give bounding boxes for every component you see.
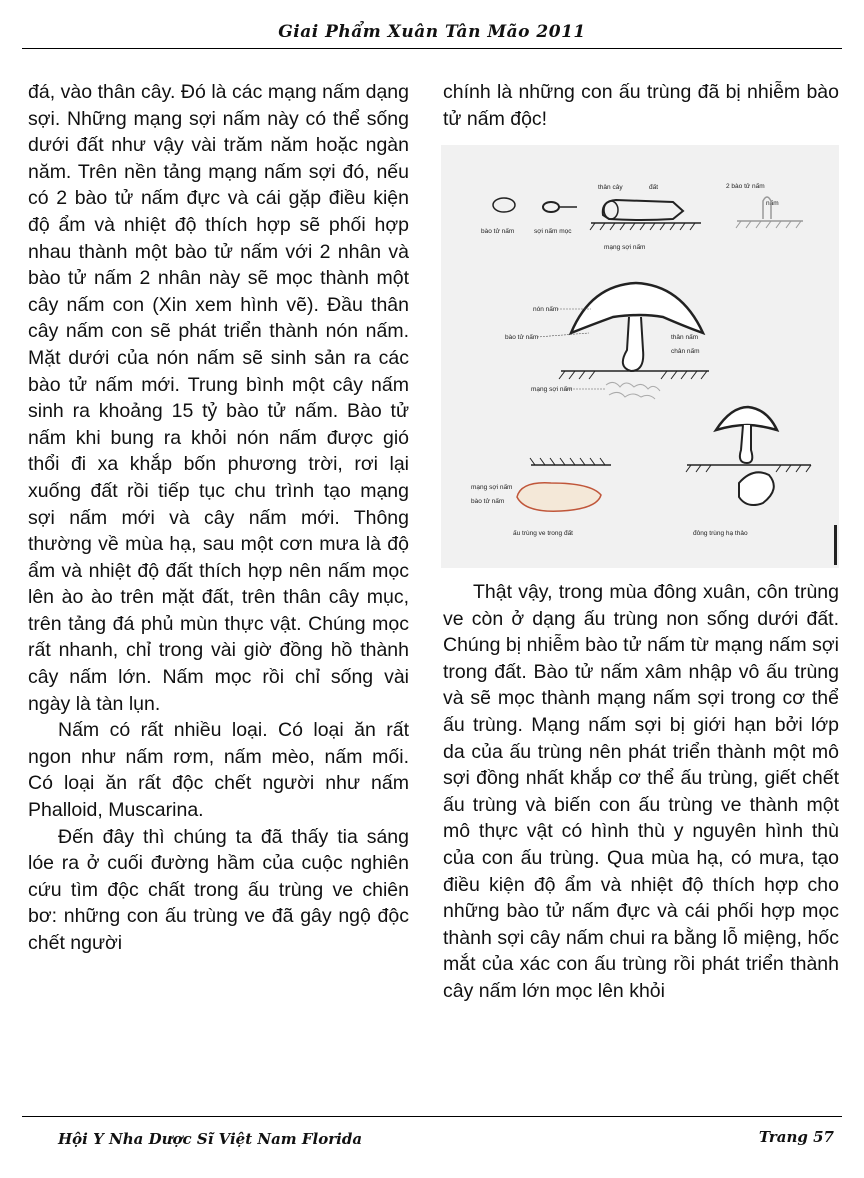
mushroom-stem xyxy=(623,317,643,371)
header-rule xyxy=(22,48,842,49)
larva-drawing xyxy=(517,483,601,511)
paragraph: đá, vào thân cây. Đó là các mạng nấm dạng sợi. Những mạng sợi nấm này có thể sống dưới đất như vậy vài trăm năm hoặc ngàn năm. Trên nền tảng mạng nấm sợi đó, nếu có 2 bào tử nấm đực và cái gặp điều kiện độ ẩm và nhiệt độ thích hợp sẽ phối hợp nhau thành một bào tử nấm với 2 nhân và bào tử nấm 2 nhân này sẽ mọc thành một cây nấm con (Xin xem hình vẽ). Đầu thân cây nấm con sẽ phát triển thành nón nấm. Mặt dưới của nón nấm sẽ sinh sản ra các bào tử nấm mới. Trung bình một cây nấm sinh ra khoảng 15 tỷ bào tử nấm. Bào tử nấm khi bung ra khỏi nón nấm được gió thổi đi xa khắp bốn phương trời, rơi lại xuống đất rồi tiếp tục chu trình tạo mạng sợi nấm mới và cây nấm mới. Thông thường về mùa hạ, sau một cơn mưa là độ ẩm và nhiệt độ đất thích hợp nên nấm mọc lên ào ào trên mặt đất, trên thân cây mục, trên tảng đá phủ mùn thực vật. Chúng mọc rất nhanh, chỉ trong vài giờ đồng hồ thành cây nấm lớn. Nấm mọc rồi chỉ sống vài ngày là tàn lụn. xyxy=(28,81,409,715)
figure-edge-bar xyxy=(834,525,837,565)
ground-hatch xyxy=(590,223,695,230)
label-germinating-spore: sợi nấm mọc xyxy=(534,228,572,235)
label-two-spores: 2 bào tử nấm xyxy=(726,183,765,190)
label-mycelium-mid: mạng sợi nấm xyxy=(531,386,573,393)
cordyceps-larva xyxy=(739,472,774,505)
label-base: chân nấm xyxy=(671,348,700,355)
label-larva-spores: bào tử nấm xyxy=(471,498,505,505)
label-cordyceps-caption: đông trùng hạ thảo xyxy=(693,530,748,537)
footer-rule xyxy=(22,1116,842,1117)
mushroom-lifecycle-figure xyxy=(441,145,839,568)
label-sprout: nấm xyxy=(766,200,779,207)
ground-hatch-larva xyxy=(530,458,605,465)
left-column xyxy=(28,79,409,957)
leader-cap-spores xyxy=(537,333,589,337)
ground-hatch-cordyceps xyxy=(686,465,811,472)
label-mycelium-top: mạng sợi nấm xyxy=(604,244,646,251)
label-spore: bào tử nấm xyxy=(481,228,515,235)
spore-drawing xyxy=(493,198,515,212)
mycelium-mid-drawing xyxy=(606,382,660,399)
label-tree-trunk: thân cây xyxy=(598,184,623,191)
trunk-end xyxy=(604,201,618,219)
paragraph: Thật vậy, trong mùa đông xuân, côn trùng ve còn ở dạng ấu trùng non sống dưới đất. Chúng bị nhiễm bào tử nấm từ mạng nấm sợi trong đất. Bào tử nấm xâm nhập vô ấu trùng và sẽ mọc thành mạng nấm sợi trong cơ thể ấu trùng. Mạng nấm sợi bị giới hạn bởi lớp da của ấu trùng nên phát triển thành một mô sợi đồng nhất khắp cơ thể ấu trùng, giết chết ấu trùng và biến con ấu trùng ve thành một mô thực vật có hình thù y nguyên hình thù của con ấu trùng. Qua mùa hạ, có mưa, tạo điều kiện độ ẩm và nhiệt độ thích hợp cho những bào tử nấm đực và cái phối hợp mọc thành sợi cây nấm chui ra bằng lỗ miệng, hốc mắt của xác con ấu trùng rồi phát triển thành cây nấm lớn mọc lên khỏi xyxy=(443,581,839,1002)
paragraph: Đến đây thì chúng ta đã thấy tia sáng lóe ra ở cuối đường hầm của cuộc nghiên cứu tìm độc chất trong ấu trùng ve chiên bơ: những con ấu trùng ve đã gây ngộ độc chết người xyxy=(28,825,409,954)
germinating-spore-drawing xyxy=(543,202,559,212)
label-cap: nón nấm xyxy=(533,306,559,313)
paragraph: chính là những con ấu trùng đã bị nhiễm bào tử nấm độc! xyxy=(443,81,839,130)
label-cap-spores: bào tử nấm xyxy=(505,334,539,341)
ground-hatch-mid xyxy=(559,371,707,379)
page-header-title: Giai Phẩm Xuân Tân Mão 2011 xyxy=(278,22,586,42)
page-number: Trang 57 xyxy=(758,1128,834,1146)
right-column-bottom xyxy=(443,579,839,1005)
label-larva-caption: ấu trùng ve trong đất xyxy=(513,530,573,537)
right-column-top xyxy=(443,79,839,132)
label-stem: thân nấm xyxy=(671,334,699,341)
footer-organization: Hội Y Nha Dược Sĩ Việt Nam Florida xyxy=(58,1130,363,1148)
ground-hatch-right xyxy=(736,221,801,228)
label-soil: đất xyxy=(649,184,659,191)
figure-drawing xyxy=(441,145,839,568)
label-larva-mycelium: mạng sợi nấm xyxy=(471,484,513,491)
small-mushroom-stem xyxy=(740,425,752,463)
paragraph: Nấm có rất nhiều loại. Có loại ăn rất ngon như nấm rơm, nấm mèo, nấm mối. Có loại ăn rất độc chết người như nấm Phalloid, Muscarina. xyxy=(28,719,409,822)
